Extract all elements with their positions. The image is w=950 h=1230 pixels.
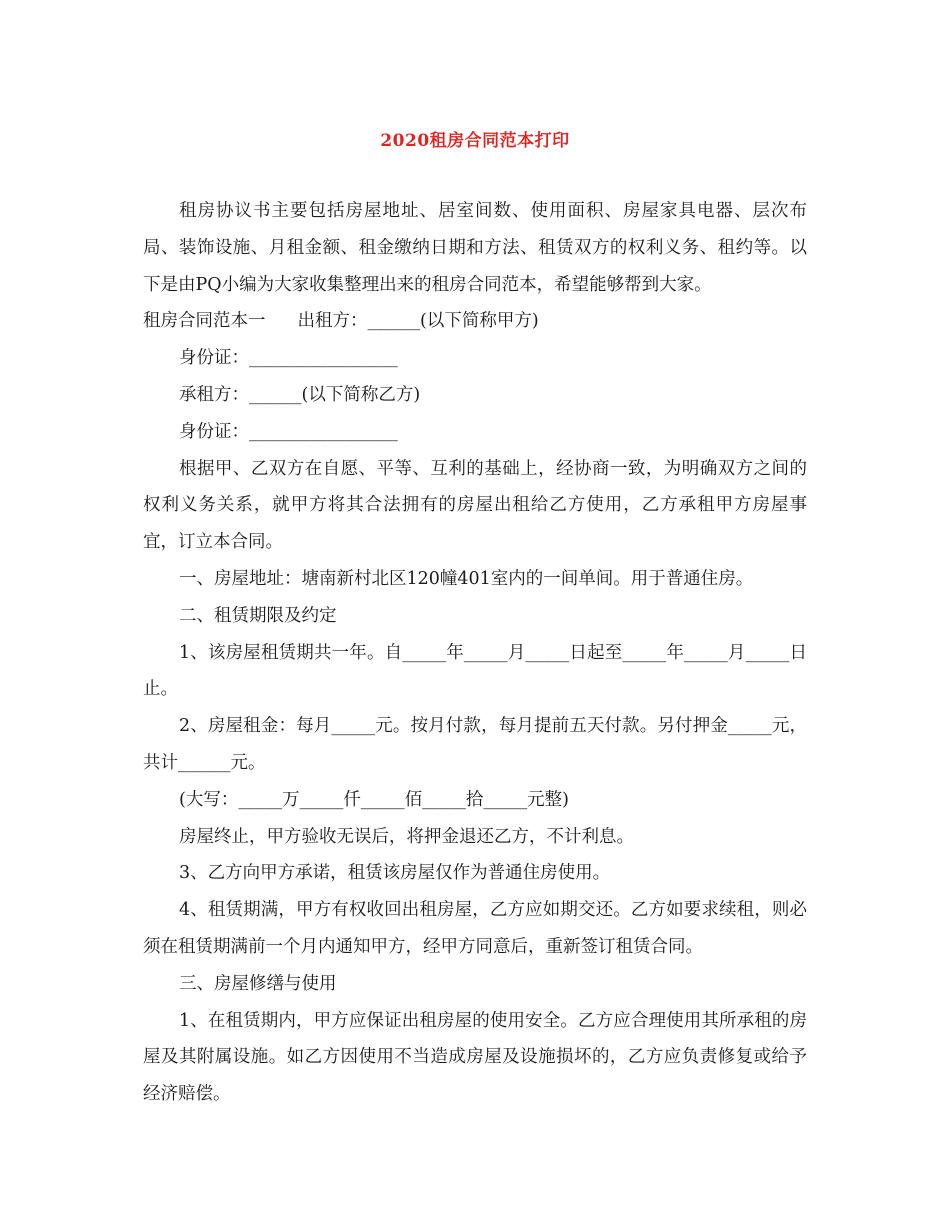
lessor-id-line: 身份证：_________________ <box>179 348 398 369</box>
clause-term: 1、该房屋租赁期共一年。自_____年_____月_____日起至_____年_____月_____日止。 <box>143 642 807 700</box>
clause-repair: 1、在租赁期内，甲方应保证出租房屋的使用安全。乙方应合理使用其所承租的房屋及其附属设施。如乙方因使用不当造成房屋及设施损坏的，乙方应负责修复或给予经济赔偿。 <box>143 1010 807 1105</box>
clause-address: 一、房屋地址：塘南新村北区120幢401室内的一间单间。用于普通住房。 <box>179 568 754 589</box>
clause-rent-capital: (大写：_____万_____仟_____佰_____拾_____元整) <box>179 789 569 810</box>
clause-rent: 2、房屋租金：每月_____元。按月付款，每月提前五天付款。另付押金_____元，共计______元。 <box>143 716 807 773</box>
preamble-paragraph: 根据甲、乙双方在自愿、平等、互利的基础上，经协商一致，为明确双方之间的权利义务关系，就甲方将其合法拥有的房屋出租给乙方使用，乙方承租甲方房屋事宜，订立本合同。 <box>143 458 807 553</box>
lessee-id-line: 身份证：_________________ <box>179 421 398 442</box>
intro-paragraph: 租房协议书主要包括房屋地址、居室间数、使用面积、房屋家具电器、层次布局、装饰设施、月租金额、租金缴纳日期和方法、租赁双方的权利义务、租约等。以下是由PQ小编为大家收集整理出来的租房合同范本，希望能够帮到大家。 <box>143 201 807 295</box>
clause-deposit-return: 房屋终止，甲方验收无误后，将押金退还乙方，不计利息。 <box>179 826 634 847</box>
lessee-line: 承租方：______(以下简称乙方) <box>179 384 421 405</box>
contract-sample-label: 租房合同范本一 <box>143 311 266 332</box>
section-heading-repair: 三、房屋修缮与使用 <box>179 973 337 994</box>
document-title: 2020租房合同范本打印 <box>380 131 570 151</box>
clause-renewal: 4、租赁期满，甲方有权收回出租房屋，乙方应如期交还。乙方如要求续租，则必须在租赁期满前一个月内通知甲方，经甲方同意后，重新签订租赁合同。 <box>143 900 807 957</box>
section-heading-term: 二、租赁期限及约定 <box>179 605 337 626</box>
clause-usage: 3、乙方向甲方承诺，租赁该房屋仅作为普通住房使用。 <box>179 863 611 884</box>
lessor-field: 出租方：______(以下简称甲方) <box>297 311 539 332</box>
lessor-line <box>143 303 807 340</box>
document-body <box>143 193 807 1113</box>
